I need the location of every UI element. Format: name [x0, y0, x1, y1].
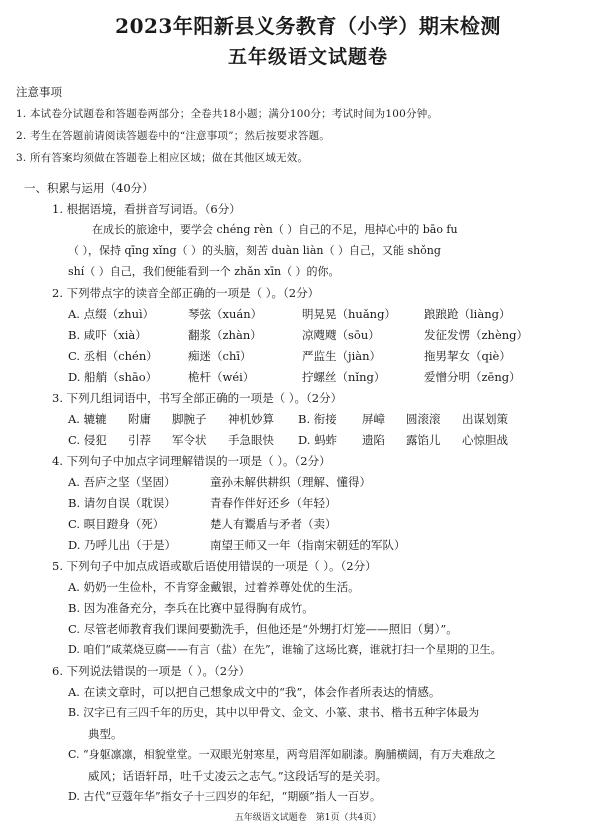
- q4-stem: 4. 下列句子中加点字词理解错误的一项是（ ）。（2分）: [52, 454, 331, 468]
- q6-option-a: A. 在读文章时，可以把自己想象成文中的“我”，体会作者所表达的情感。: [68, 685, 441, 699]
- q4-option-d-2: 南望王师又一年（指南宋朝廷的军队）: [210, 538, 406, 552]
- q2-option-c-word-4: 拖男挈女（qiè）: [424, 349, 511, 363]
- q5-option-b: B. 因为准备充分，李兵在比赛中显得胸有成竹。: [68, 601, 314, 615]
- q2-option-a-word-3: 明晃晃（huǎng）: [302, 307, 396, 321]
- q3-d-1: D. 蚂蚱: [298, 433, 338, 447]
- q2-option-c-word-2: 痴迷（chī）: [188, 349, 252, 363]
- q2-stem: 2. 下列带点字的读音全部正确的一项是（ ）。（2分）: [52, 286, 320, 300]
- q2-option-a-word-1: A. 点缀（zhuì）: [68, 307, 155, 321]
- q2-option-d-word-2: 桅杆（wéi）: [188, 370, 255, 384]
- q6-option-c-line-1: C. “身躯凛凛，相貌堂堂。一双眼光射寒星，两弯眉浑如刷漆。胸脯横阔，有万夫难敌之: [68, 748, 496, 761]
- q4-option-a-1: A. 吾庐之坚（坚固）: [68, 475, 176, 489]
- q2-option-c-word-3: 严监生（jiàn）: [302, 349, 382, 363]
- q4-option-c-1: C. 暝目蹬身（死）: [68, 517, 165, 531]
- q4-option-b-1: B. 请勿自误（耽误）: [68, 496, 176, 510]
- q3-c-1: C. 侵犯: [68, 433, 107, 447]
- q4-option-d-1: D. 乃呼儿出（于是）: [68, 538, 177, 552]
- q1-stem: 1. 根据语境，看拼音写词语。（6分）: [52, 202, 241, 216]
- q3-b-2: 屏嶂: [362, 412, 385, 426]
- q6-option-c-line-2: 威风；话语轩昂，吐千丈凌云之志气。”这段话写的是关羽。: [88, 769, 388, 783]
- notice-heading: 注意事项: [16, 85, 62, 99]
- q3-b-3: 圆滚滚: [406, 412, 441, 426]
- section-1-heading: 一、积累与运用（40分）: [24, 181, 154, 195]
- notice-item-1: 1. 本试卷分试题卷和答题卷两部分；全卷共18小题；满分100分；考试时间为100分钟。: [16, 108, 439, 120]
- page-footer: 五年级语文试题卷 第1页（共4页）: [234, 813, 382, 823]
- exam-title: 2023年阳新县义务教育（小学）期末检测: [115, 14, 501, 38]
- q6-option-b-line-2: 典型。: [88, 727, 123, 741]
- q5-option-d: D. 咱们“咸菜烧豆腐——有言（盐）在先”，谁输了这场比赛，谁就打扫一个星期的卫生。: [68, 643, 502, 656]
- q2-option-b-word-1: B. 咸吓（xià）: [68, 328, 147, 342]
- q2-option-a-word-4: 踉踉跄（liàng）: [424, 307, 511, 321]
- q1-text-line-2: （ ），保持 qīng xǐng（ ）的头脑，刻苦 duàn liàn（ ）自己，又能 shǒng: [68, 244, 441, 257]
- q4-option-b-2: 青春作伴好还乡（年轻）: [210, 496, 337, 510]
- q3-b-1: B. 衔接: [298, 412, 337, 426]
- q3-c-3: 军令状: [172, 433, 207, 447]
- exam-subtitle: 五年级语文试题卷: [227, 46, 388, 68]
- q1-text-line-3: shí（ ）自己，我们便能看到一个 zhǎn xīn（ ）的你。: [68, 265, 340, 278]
- q3-c-2: 引荐: [128, 433, 151, 447]
- notice-item-2: 2. 考生在答题前请阅读答题卷中的“注意事项”；然后按要求答题。: [16, 130, 330, 142]
- q6-option-d: D. 古代“豆蔻年华”指女子十三四岁的年纪，“期颐”指人一百岁。: [68, 790, 381, 803]
- q3-d-2: 遗陷: [362, 433, 385, 447]
- q3-c-4: 手急眼快: [228, 433, 274, 447]
- q4-option-c-2: 楚人有鬻盾与矛者（卖）: [210, 517, 337, 531]
- q3-a-3: 脚腕子: [172, 412, 207, 426]
- q6-option-b-line-1: B. 汉字已有三四千年的历史，其中以甲骨文、金文、小篆、隶书、楷书五种字体最为: [68, 706, 480, 719]
- q2-option-d-word-4: 爱憎分明（zēng）: [424, 370, 521, 384]
- q3-b-4: 出谋划策: [462, 412, 508, 426]
- q2-option-b-word-3: 凉飕飕（sōu）: [302, 328, 380, 342]
- q2-option-c-word-1: C. 丞相（chén）: [68, 349, 158, 363]
- q5-stem: 5. 下列句子中加点成语或歇后语使用错误的一项是（ ）。（2分）: [52, 559, 377, 573]
- q3-d-3: 露馅儿: [406, 433, 441, 447]
- q3-d-4: 心惊胆战: [462, 433, 508, 447]
- q3-a-4: 神机妙算: [228, 412, 274, 426]
- q2-option-d-word-3: 拧螺丝（nǐng）: [302, 370, 386, 384]
- q2-option-a-word-2: 琴弦（xuán）: [188, 307, 263, 321]
- q3-a-2: 附庸: [128, 412, 151, 426]
- q4-option-a-2: 童孙未解供耕织（理解、懂得）: [210, 475, 371, 489]
- q3-a-1: A. 辘辘: [68, 412, 107, 426]
- q2-option-d-word-1: D. 船艄（shāo）: [68, 370, 158, 384]
- q3-stem: 3. 下列几组词语中，书写全部正确的一项是（ ）。（2分）: [52, 391, 343, 405]
- q6-stem: 6. 下列说法错误的一项是（ ）。（2分）: [52, 664, 251, 678]
- q5-option-c: C. 尽管老师教育我们课间要勤洗手，但他还是“外甥打灯笼——照旧（舅）”。: [68, 622, 458, 636]
- q2-option-b-word-4: 发征发愣（zhèng）: [424, 328, 529, 342]
- q1-text-line-1: 在成长的旅途中，要学会 chéng rèn（ ）自己的不足，甩掉心中的 bāo fu: [92, 223, 458, 236]
- q2-option-b-word-2: 翻浆（zhàn）: [188, 328, 262, 342]
- q5-option-a: A. 奶奶一生俭朴，不肯穿金戴银，过着养尊处优的生活。: [68, 580, 360, 594]
- notice-item-3: 3. 所有答案均须做在答题卷上相应区域；做在其他区域无效。: [16, 152, 309, 164]
